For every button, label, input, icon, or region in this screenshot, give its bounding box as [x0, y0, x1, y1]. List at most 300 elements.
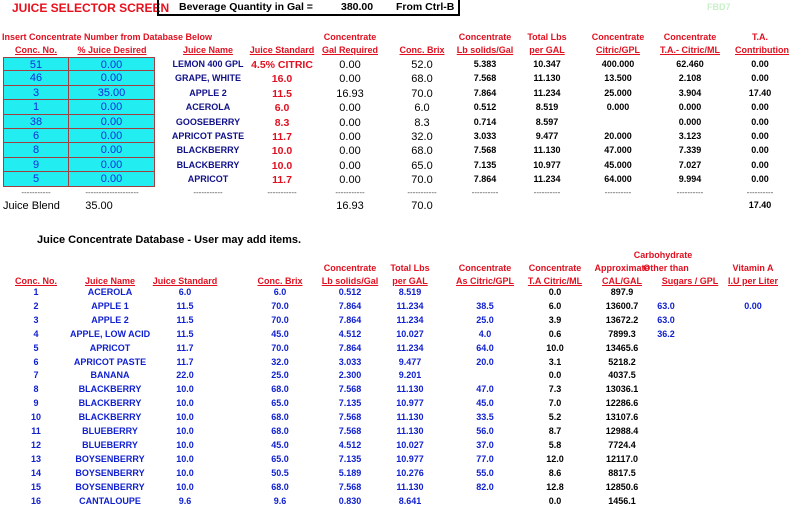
db-juice-name: BLACKBERRY — [78, 398, 142, 409]
db-conc-brix: 70.0 — [271, 300, 289, 311]
separator-dashes: ----------- — [335, 187, 365, 197]
database-title: Juice Concentrate Database - User may add items. — [37, 234, 302, 246]
db-juice-standard: 11.5 — [176, 314, 194, 325]
ta-citric: 9.994 — [678, 174, 702, 185]
db-cal: 13036.1 — [605, 384, 639, 395]
juice-name: GRAPE, WHITE — [174, 73, 241, 84]
db-total-lbs: 10.027 — [396, 328, 424, 339]
gal-required: 0.00 — [339, 131, 361, 143]
lb-solids: 7.864 — [473, 87, 497, 98]
db-juice-name: BANANA — [90, 370, 130, 381]
conc-no-input[interactable]: 6 — [3, 129, 69, 143]
db-conc-brix: 68.0 — [271, 426, 289, 436]
conc-brix: 65.0 — [411, 159, 433, 172]
db-juice-name: BLUEBERRY — [82, 426, 138, 436]
ta-citric: 3.123 — [678, 131, 702, 141]
db-ta: 0.0 — [548, 287, 562, 297]
quantity-source: From Ctrl-B — [396, 1, 455, 13]
lb-solids: 7.864 — [473, 174, 497, 185]
db-conc-no: 16 — [30, 495, 41, 506]
db-lb-solids: 7.568 — [338, 481, 362, 492]
hdr-db-carb: Sugars / GPL — [661, 276, 719, 286]
gal-required: 0.00 — [339, 73, 361, 86]
juice-standard: 16.0 — [271, 73, 293, 86]
db-cal: 12286.6 — [605, 398, 639, 409]
total-lbs: 11.130 — [533, 73, 561, 84]
ta-citric: 7.027 — [678, 159, 702, 170]
db-conc-no: 6 — [33, 356, 39, 367]
separator-dashes: ----------- — [267, 187, 297, 197]
total-lbs: 10.347 — [533, 59, 561, 69]
ta-citric: 7.339 — [678, 145, 702, 156]
db-lb-solids: 4.512 — [338, 328, 362, 339]
hdr-ta: T.A.- Citric/ML — [660, 45, 720, 55]
db-cal: 7899.3 — [608, 328, 636, 339]
hdr-db-lbsol: Lb solids/Gal — [321, 276, 379, 286]
citric-gpl: 64.000 — [604, 174, 632, 185]
db-ta: 8.6 — [548, 467, 562, 478]
db-ta: 7.3 — [548, 384, 562, 395]
db-cal: 12117.0 — [605, 453, 639, 464]
db-ta: 0.6 — [548, 328, 562, 339]
pct-desired-input[interactable]: 35.00 — [69, 86, 155, 100]
gal-required: 0.00 — [339, 174, 361, 187]
db-juice-standard: 10.0 — [176, 481, 194, 492]
hdr-contrib-top: T.A. — [751, 32, 768, 42]
db-juice-standard: 10.0 — [176, 439, 194, 450]
juice-standard: 10.0 — [271, 159, 293, 172]
ta-contribution: 0.00 — [751, 145, 769, 156]
blend-brix: 70.0 — [411, 199, 433, 212]
db-conc-no: 10 — [30, 412, 41, 423]
gal-required: 0.00 — [339, 59, 361, 71]
blend-gal: 16.93 — [336, 199, 364, 212]
pct-desired-input[interactable]: 0.00 — [69, 100, 155, 114]
total-lbs: 10.977 — [533, 159, 561, 170]
juice-standard: 4.5% CITRIC — [251, 59, 313, 71]
db-cal: 897.9 — [610, 287, 634, 297]
conc-brix: 70.0 — [411, 174, 433, 187]
db-conc-no: 3 — [33, 314, 39, 325]
citric-gpl: 25.000 — [604, 87, 632, 98]
db-ta: 0.0 — [548, 495, 562, 506]
db-citric: 4.0 — [478, 328, 492, 339]
db-ta: 8.7 — [548, 426, 562, 436]
db-ta: 12.0 — [546, 453, 564, 464]
db-citric: 55.0 — [476, 467, 494, 478]
hdr-db-vita: I.U per Liter — [727, 276, 778, 286]
db-citric: 64.0 — [476, 342, 494, 353]
db-citric: 33.5 — [476, 412, 494, 423]
juice-name: BLACKBERRY — [176, 145, 240, 156]
db-juice-standard: 10.0 — [176, 453, 194, 464]
db-total-lbs: 9.201 — [398, 370, 422, 381]
total-lbs: 11.130 — [533, 145, 561, 156]
ta-contribution: 0.00 — [751, 102, 769, 113]
db-citric: 82.0 — [476, 481, 494, 492]
db-cal: 12988.4 — [605, 426, 639, 436]
db-ta: 7.0 — [548, 398, 562, 409]
db-total-lbs: 11.130 — [396, 384, 424, 395]
faint-label: FBD7 — [707, 2, 731, 12]
db-conc-brix: 68.0 — [271, 412, 289, 423]
db-lb-solids: 7.135 — [338, 453, 362, 464]
gal-required: 0.00 — [339, 145, 361, 158]
selector-instruction: Insert Concentrate Number from Database Below — [2, 32, 213, 42]
db-juice-name: BLACKBERRY — [78, 412, 142, 423]
db-lb-solids: 7.568 — [338, 384, 362, 395]
db-lb-solids: 4.512 — [338, 439, 362, 450]
db-conc-no: 8 — [33, 384, 39, 395]
conc-no-input[interactable]: 8 — [3, 143, 69, 157]
citric-gpl: 0.000 — [606, 102, 630, 113]
pct-desired-input[interactable]: 0.00 — [69, 158, 155, 172]
db-juice-name: APPLE 1 — [91, 300, 129, 311]
db-juice-standard: 10.0 — [176, 384, 194, 395]
hdr-db-ta: T.A Citric/ML — [527, 276, 583, 286]
db-conc-no: 9 — [33, 398, 39, 409]
ta-contribution: 0.00 — [751, 131, 769, 141]
db-conc-no: 13 — [30, 453, 41, 464]
hdr-db-vita-top: Vitamin A — [732, 263, 774, 273]
db-total-lbs: 11.234 — [396, 342, 424, 353]
juice-standard: 11.7 — [272, 131, 292, 143]
citric-gpl: 47.000 — [604, 145, 632, 156]
db-juice-standard: 9.6 — [178, 495, 192, 506]
conc-no-input[interactable]: 51 — [3, 57, 69, 71]
db-conc-brix: 32.0 — [271, 356, 289, 367]
ta-contribution: 0.00 — [751, 59, 769, 69]
db-juice-standard: 11.7 — [176, 356, 194, 367]
db-juice-name: ACEROLA — [87, 287, 133, 297]
blend-pct: 35.00 — [85, 199, 113, 212]
pct-desired-input[interactable]: 0.00 — [69, 115, 155, 129]
db-ta: 0.0 — [548, 370, 562, 381]
db-total-lbs: 10.977 — [396, 398, 424, 409]
juice-standard: 11.7 — [272, 174, 292, 187]
db-citric: 20.0 — [476, 356, 494, 367]
ta-contribution: 0.00 — [751, 159, 769, 170]
separator-dashes: ----------- — [193, 187, 223, 197]
db-juice-name: APRICOT — [89, 342, 131, 353]
db-ta: 10.0 — [546, 342, 564, 353]
pct-desired-input[interactable]: 0.00 — [69, 143, 155, 157]
db-conc-brix: 45.0 — [271, 328, 289, 339]
separator-dashes: ---------- — [746, 187, 774, 197]
juice-name: GOOSEBERRY — [175, 116, 241, 127]
db-juice-name: BOYSENBERRY — [75, 481, 145, 492]
db-citric: 56.0 — [476, 426, 494, 436]
db-conc-brix: 9.6 — [273, 495, 287, 506]
db-juice-name: BLUEBERRY — [82, 439, 138, 450]
db-conc-no: 14 — [30, 467, 41, 478]
db-conc-no: 4 — [33, 328, 39, 339]
lb-solids: 0.714 — [473, 116, 497, 127]
db-carb: 36.2 — [657, 328, 675, 339]
citric-gpl: 13.500 — [604, 73, 632, 84]
separator-dashes: ---------- — [471, 187, 499, 197]
juice-name: APPLE 2 — [189, 87, 227, 98]
ta-citric: 3.904 — [678, 87, 702, 98]
db-cal: 13465.6 — [605, 342, 639, 353]
db-citric: 47.0 — [476, 384, 494, 395]
quantity-label: Beverage Quantity in Gal = — [179, 1, 313, 13]
db-total-lbs: 9.477 — [398, 356, 422, 367]
db-lb-solids: 7.864 — [338, 300, 362, 311]
blend-label: Juice Blend — [3, 199, 60, 212]
db-conc-no: 7 — [33, 370, 39, 381]
conc-brix: 32.0 — [411, 131, 433, 143]
db-total-lbs: 10.276 — [396, 467, 424, 478]
lb-solids: 7.568 — [473, 145, 497, 156]
db-conc-no: 15 — [30, 481, 41, 492]
db-ta: 12.8 — [546, 481, 564, 492]
hdr-citric-top: Concentrate — [591, 32, 645, 42]
hdr-db-brix: Conc. Brix — [257, 276, 303, 286]
beverage-quantity-box — [157, 0, 460, 16]
hdr-carb-top2: Other than — [643, 263, 689, 273]
db-cal: 7724.4 — [608, 439, 636, 450]
lb-solids: 5.383 — [473, 59, 497, 69]
blend-contrib: 17.40 — [748, 199, 772, 210]
db-juice-standard: 10.0 — [176, 426, 194, 436]
db-conc-brix: 65.0 — [271, 453, 289, 464]
db-ta: 6.0 — [548, 300, 562, 311]
pct-desired-input[interactable]: 0.00 — [69, 71, 155, 85]
db-citric: 37.0 — [476, 439, 494, 450]
ta-citric: 0.000 — [678, 116, 702, 127]
juice-name: BLACKBERRY — [176, 159, 240, 170]
db-cal: 13672.2 — [605, 314, 639, 325]
gal-required: 0.00 — [339, 102, 361, 115]
db-juice-name: APPLE 2 — [91, 314, 129, 325]
db-vitamin-a: 0.00 — [744, 300, 762, 311]
separator-dashes: ---------- — [533, 187, 561, 197]
conc-brix: 6.0 — [414, 102, 430, 115]
separator-dashes: ---------- — [676, 187, 704, 197]
hdr-juice-standard: Juice Standard — [249, 45, 315, 55]
ta-contribution: 0.00 — [751, 174, 769, 185]
db-total-lbs: 11.130 — [396, 481, 424, 492]
conc-no-input[interactable]: 1 — [3, 100, 69, 114]
juice-standard: 10.0 — [271, 145, 293, 158]
hdr-db-ta-top: Concentrate — [528, 263, 582, 273]
hdr-db-lbsol-top: Concentrate — [323, 263, 377, 273]
db-juice-standard: 10.0 — [176, 412, 194, 423]
total-lbs: 8.519 — [535, 102, 559, 113]
hdr-db-conc-no: Conc. No. — [15, 276, 57, 286]
hdr-db-cal-top: Approximate — [594, 263, 650, 273]
citric-gpl: 45.000 — [604, 159, 632, 170]
pct-desired-input[interactable]: 0.00 — [69, 129, 155, 143]
lb-solids: 7.568 — [473, 73, 497, 84]
ta-citric: 0.000 — [678, 102, 702, 113]
db-lb-solids: 5.189 — [338, 467, 362, 478]
db-juice-name: CANTALOUPE — [79, 495, 141, 506]
hdr-gal-required: Gal Required — [321, 45, 378, 55]
ta-citric: 2.108 — [678, 73, 702, 84]
hdr-totlbs-top: Total Lbs — [527, 32, 567, 42]
db-total-lbs: 8.641 — [398, 495, 422, 506]
db-total-lbs: 11.234 — [396, 314, 424, 325]
conc-no-input[interactable]: 38 — [3, 115, 69, 129]
db-juice-standard: 10.0 — [176, 398, 194, 409]
db-juice-standard: 22.0 — [176, 370, 194, 381]
pct-desired-input[interactable]: 0.00 — [69, 57, 155, 71]
ta-citric: 62.460 — [676, 59, 704, 69]
separator-dashes: ----------- — [21, 187, 51, 197]
hdr-ta-top: Concentrate — [663, 32, 717, 42]
db-cal: 5218.2 — [608, 356, 636, 367]
db-conc-no: 1 — [33, 287, 39, 297]
hdr-db-standard: Juice Standard — [152, 276, 218, 286]
db-juice-name: BLACKBERRY — [78, 384, 142, 395]
db-lb-solids: 3.033 — [338, 356, 362, 367]
hdr-totlbs: per GAL — [529, 45, 565, 55]
db-juice-standard: 6.0 — [178, 287, 192, 297]
conc-brix: 68.0 — [411, 145, 433, 158]
hdr-lbsol-top: Concentrate — [458, 32, 512, 42]
db-conc-brix: 68.0 — [271, 481, 289, 492]
hdr-db-totlbs: per GAL — [392, 276, 428, 286]
db-lb-solids: 0.512 — [338, 287, 362, 297]
db-conc-brix: 45.0 — [271, 439, 289, 450]
db-conc-brix: 70.0 — [271, 342, 289, 353]
db-cal: 1456.1 — [608, 495, 636, 506]
db-juice-standard: 11.5 — [176, 300, 194, 311]
conc-brix: 68.0 — [411, 73, 433, 86]
db-lb-solids: 7.568 — [338, 426, 362, 436]
hdr-db-citric-top: Concentrate — [458, 263, 512, 273]
db-cal: 13107.6 — [605, 412, 639, 423]
db-cal: 8817.5 — [608, 467, 636, 478]
ta-contribution: 17.40 — [748, 87, 772, 98]
db-conc-brix: 70.0 — [271, 314, 289, 325]
db-citric: 25.0 — [476, 314, 494, 325]
db-conc-no: 11 — [31, 426, 41, 436]
pct-desired-input[interactable]: 0.00 — [69, 172, 155, 186]
hdr-pct-desired: % Juice Desired — [77, 45, 147, 55]
db-lb-solids: 7.864 — [338, 342, 362, 353]
conc-brix: 52.0 — [411, 59, 433, 71]
conc-no-input[interactable]: 9 — [3, 158, 69, 172]
db-lb-solids: 0.830 — [338, 495, 362, 506]
hdr-citric: Citric/GPL — [595, 45, 640, 55]
db-conc-brix: 68.0 — [271, 384, 289, 395]
db-ta: 3.9 — [548, 314, 562, 325]
hdr-db-citric: As Citric/GPL — [455, 276, 514, 286]
db-ta: 3.1 — [548, 356, 562, 367]
db-total-lbs: 11.130 — [396, 426, 424, 436]
hdr-db-name: Juice Name — [84, 276, 136, 286]
hdr-juice-name: Juice Name — [182, 45, 234, 55]
total-lbs: 9.477 — [535, 131, 559, 141]
db-juice-name: BOYSENBERRY — [75, 467, 145, 478]
hdr-db-totlbs-top: Total Lbs — [390, 263, 430, 273]
conc-brix: 70.0 — [411, 87, 433, 100]
db-citric: 77.0 — [476, 453, 494, 464]
db-conc-brix: 50.5 — [271, 467, 289, 478]
hdr-conc-no: Conc. No. — [15, 45, 57, 55]
hdr-contrib: Contribution — [735, 45, 789, 55]
juice-name: ACEROLA — [185, 102, 231, 113]
db-total-lbs: 10.027 — [396, 439, 424, 450]
db-carb: 63.0 — [657, 300, 675, 311]
total-lbs: 11.234 — [533, 174, 561, 185]
db-conc-brix: 65.0 — [271, 398, 289, 409]
conc-no-input[interactable]: 3 — [3, 86, 69, 100]
screen-title: JUICE SELECTOR SCREEN — [12, 1, 170, 15]
db-juice-name: BOYSENBERRY — [75, 453, 145, 464]
db-cal: 12850.6 — [605, 481, 639, 492]
db-citric: 45.0 — [476, 398, 494, 409]
db-conc-no: 12 — [30, 439, 41, 450]
db-conc-no: 5 — [33, 342, 39, 353]
db-total-lbs: 10.977 — [396, 453, 424, 464]
db-juice-name: APPLE, LOW ACID — [70, 328, 151, 339]
db-total-lbs: 11.130 — [396, 412, 424, 423]
conc-no-input[interactable]: 5 — [3, 172, 69, 186]
conc-no-input[interactable]: 46 — [3, 71, 69, 85]
separator-dashes: -------------------- — [85, 187, 139, 197]
gal-required: 0.00 — [339, 116, 361, 129]
lb-solids: 3.033 — [473, 131, 497, 141]
juice-name: LEMON 400 GPL — [172, 59, 244, 69]
db-juice-name: APRICOT PASTE — [73, 356, 147, 367]
citric-gpl: 20.000 — [604, 131, 632, 141]
db-juice-standard: 11.5 — [176, 328, 194, 339]
hdr-db-cal: CAL/GAL — [602, 276, 642, 286]
db-conc-brix: 6.0 — [273, 287, 287, 297]
db-lb-solids: 2.300 — [338, 370, 362, 381]
hdr-carb-top1: Carbohydrate — [633, 250, 693, 260]
citric-gpl: 400.000 — [601, 59, 635, 69]
lb-solids: 0.512 — [473, 102, 497, 113]
db-cal: 13600.7 — [605, 300, 639, 311]
db-juice-standard: 10.0 — [176, 467, 194, 478]
separator-dashes: ----------- — [407, 187, 437, 197]
total-lbs: 8.597 — [535, 116, 559, 127]
juice-name: APRICOT PASTE — [171, 131, 245, 141]
juice-standard: 11.5 — [272, 87, 292, 100]
ta-contribution: 0.00 — [751, 73, 769, 84]
ta-contribution: 0.00 — [751, 116, 769, 127]
db-ta: 5.2 — [548, 412, 562, 423]
hdr-conc-brix: Conc. Brix — [399, 45, 445, 55]
db-lb-solids: 7.135 — [338, 398, 362, 409]
db-lb-solids: 7.864 — [338, 314, 362, 325]
lb-solids: 7.135 — [473, 159, 497, 170]
db-total-lbs: 8.519 — [398, 287, 422, 297]
juice-name: APRICOT — [187, 174, 229, 185]
db-lb-solids: 7.568 — [338, 412, 362, 423]
juice-standard: 8.3 — [274, 116, 290, 129]
hdr-gal-top: Concentrate — [323, 32, 377, 42]
db-juice-standard: 11.7 — [176, 342, 194, 353]
hdr-lbsol: Lb solids/Gal — [456, 45, 514, 55]
db-cal: 4037.5 — [608, 370, 636, 381]
db-carb: 63.0 — [657, 314, 675, 325]
quantity-value[interactable]: 380.00 — [341, 1, 374, 13]
separator-dashes: ---------- — [604, 187, 632, 197]
db-total-lbs: 11.234 — [396, 300, 424, 311]
total-lbs: 11.234 — [533, 87, 561, 98]
db-conc-no: 2 — [33, 300, 39, 311]
db-citric: 38.5 — [476, 300, 494, 311]
gal-required: 0.00 — [339, 159, 361, 172]
db-conc-brix: 25.0 — [271, 370, 289, 381]
juice-standard: 6.0 — [274, 102, 290, 115]
